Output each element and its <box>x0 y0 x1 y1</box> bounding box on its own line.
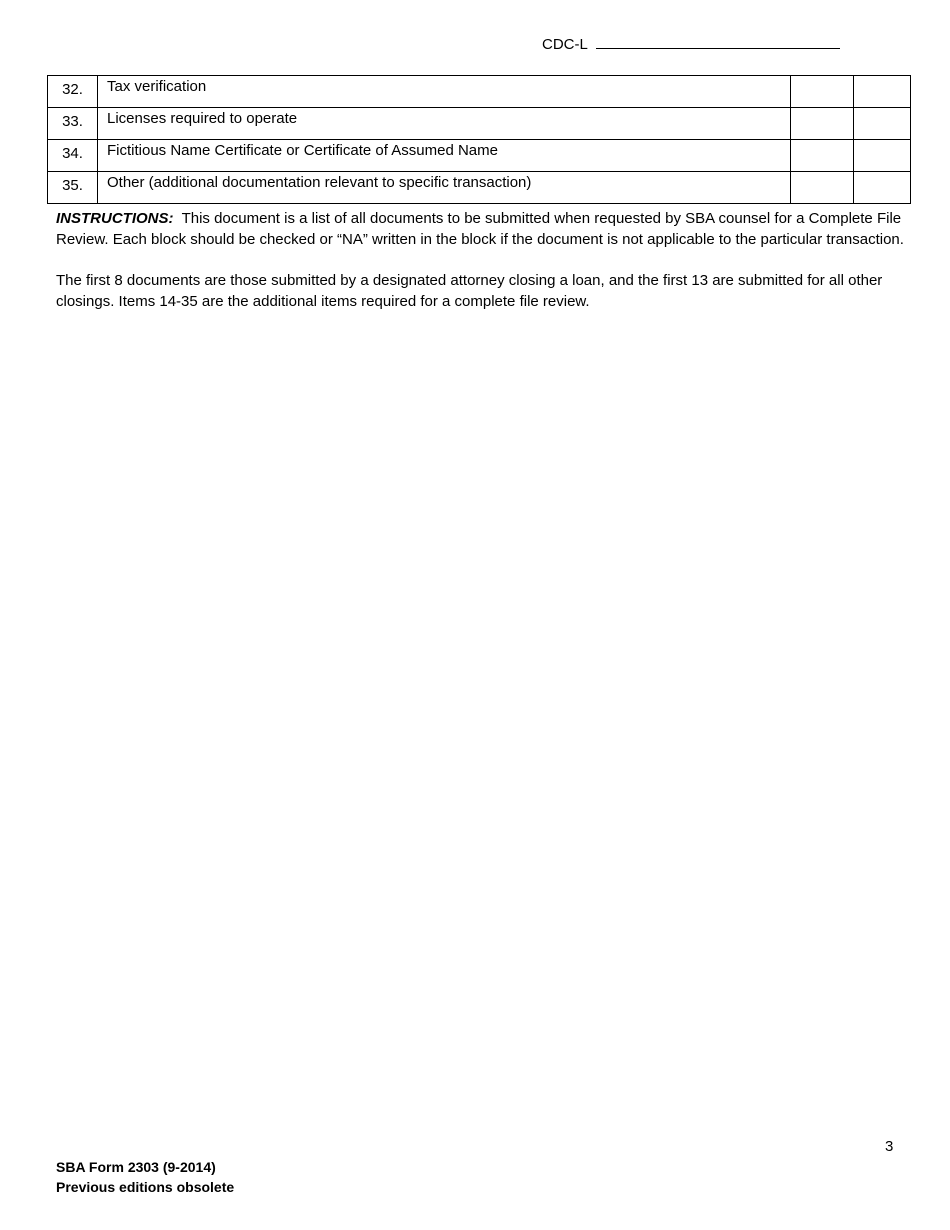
table-row <box>48 172 911 204</box>
check-block-1[interactable] <box>791 172 854 204</box>
instructions-section <box>56 208 906 332</box>
form-id: SBA Form 2303 (9-2014) <box>56 1159 216 1175</box>
table-row <box>48 140 911 172</box>
table-row <box>48 108 911 140</box>
instructions-lead: INSTRUCTIONS: <box>56 210 174 227</box>
item-description: Licenses required to operate <box>98 108 791 140</box>
item-description: Other (additional documentation relevant to specific transaction) <box>98 172 791 204</box>
editions-note: Previous editions obsolete <box>56 1179 235 1195</box>
item-number: 33. <box>48 108 98 140</box>
check-block-2[interactable] <box>854 172 911 204</box>
item-description: Fictitious Name Certificate or Certificate of Assumed Name <box>98 140 791 172</box>
cdc-blank-line[interactable] <box>596 34 840 49</box>
item-description: Tax verification <box>98 76 791 108</box>
check-block-2[interactable] <box>854 76 911 108</box>
item-number: 32. <box>48 76 98 108</box>
check-block-1[interactable] <box>791 108 854 140</box>
page-number: 3 <box>885 1138 894 1155</box>
cdc-label: CDC-L <box>542 36 588 53</box>
item-number: 34. <box>48 140 98 172</box>
instructions-text-1: This document is a list of all documents to be submitted when requested by SBA counsel for a Complete File Review. Each block should be checked or “NA” written in the block if the document is not applicable to the particular transaction. <box>56 210 904 248</box>
instructions-paragraph-1 <box>56 208 906 250</box>
form-footer <box>56 1157 234 1197</box>
cdc-lender-field <box>542 34 840 55</box>
document-checklist-table <box>47 75 911 204</box>
instructions-paragraph-2: The first 8 documents are those submitted by a designated attorney closing a loan, and the first 13 are submitted for all other closings. Items 14-35 are the additional items required for a complete file review. <box>56 272 883 310</box>
check-block-2[interactable] <box>854 108 911 140</box>
check-block-1[interactable] <box>791 140 854 172</box>
check-block-1[interactable] <box>791 76 854 108</box>
check-block-2[interactable] <box>854 140 911 172</box>
table-row <box>48 76 911 108</box>
item-number: 35. <box>48 172 98 204</box>
